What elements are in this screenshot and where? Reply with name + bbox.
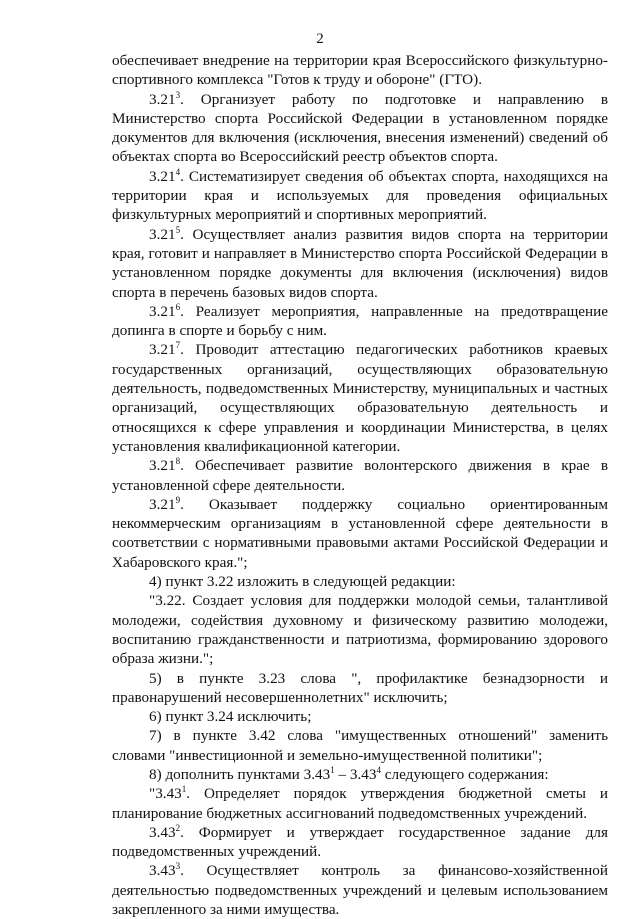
paragraph-text: – 3.43 — [334, 765, 377, 783]
paragraph-p10 — [112, 669, 608, 708]
paragraph-text: 8) дополнить пунктами 3.43 — [149, 765, 331, 783]
paragraph-text: 3.21 — [149, 341, 176, 359]
document-body — [112, 51, 608, 919]
superscript: 7 — [175, 340, 181, 351]
paragraph-p5 — [112, 340, 608, 456]
superscript: 4 — [376, 764, 381, 775]
paragraph-text: . Организует работу по подготовке и направлению в Министерство спорта Российской Федерации в установленном порядке документов для включения (исключения, внесения изменений) сведений об объектах спорта во Всероссийский реестр объектов спорта. — [112, 90, 608, 166]
paragraph-p0 — [112, 51, 608, 90]
paragraph-text: 3.21 — [149, 457, 176, 475]
paragraph-text: обеспечивает внедрение на территории края Всероссийского физкультурно-спортивного комплекса "Готов к труду и обороне" (ГТО). — [112, 52, 608, 89]
superscript: 3 — [175, 861, 181, 872]
paragraph-p1 — [112, 90, 608, 167]
paragraph-text: 4) пункт 3.22 изложить в следующей редакции: — [149, 573, 456, 591]
paragraph-p8 — [112, 572, 608, 591]
paragraph-text: . Проводит аттестацию педагогических работников краевых государственных организаций, осуществляющих образовательную деятельность, подведомственных Министерству, муниципальных и частных организаций, осуществляющих образовательную деятельность и относящихся к сфере управления и координации Министерства, в целях установления квалификационной категории. — [112, 341, 608, 455]
paragraph-p11 — [112, 707, 608, 726]
paragraph-text: 3.21 — [149, 90, 176, 108]
superscript: 2 — [175, 822, 181, 833]
superscript: 9 — [175, 494, 181, 505]
paragraph-text: 7) в пункте 3.42 слова "имущественных отношений" заменить словами "инвестиционной и земельно-имущественной политики"; — [112, 727, 608, 764]
paragraph-text: "3.43 — [149, 785, 182, 803]
paragraph-p14 — [112, 784, 608, 823]
paragraph-p4 — [112, 302, 608, 341]
paragraph-text: "3.22. Создает условия для поддержки молодой семьи, талантливой молодежи, содействия духовному и физическому развитию молодежи, воспитанию гражданственности и патриотизма, формированию здорового образа жизни."; — [112, 592, 608, 668]
paragraph-text: . Осуществляет анализ развития видов спорта на территории края, готовит и направляет в Министерство спорта Российской Федерации в установленном порядке документы для включения (исключения) видов спорта в перечень базовых видов спорта. — [112, 225, 608, 301]
paragraph-p12 — [112, 726, 608, 765]
paragraph-text: . Систематизирует сведения об объектах спорта, находящихся на территории края и используемых для проведения официальных физкультурных мероприятий и спортивных мероприятий. — [112, 167, 608, 224]
paragraph-p9 — [112, 591, 608, 668]
paragraph-text: . Формирует и утверждает государственное задание для подведомственных учреждений. — [112, 823, 608, 861]
page-number: 2 — [316, 31, 324, 47]
paragraph-p15 — [112, 823, 608, 862]
paragraph-text: 3.21 — [149, 167, 176, 185]
paragraph-p6 — [112, 456, 608, 495]
paragraph-text: 6) пункт 3.24 исключить; — [149, 708, 312, 726]
paragraph-text: 3.43 — [149, 823, 176, 841]
paragraph-text: 5) в пункте 3.23 слова ", профилактике безнадзорности и правонарушений несовершеннолетних" исключить; — [112, 669, 608, 706]
paragraph-text: 3.21 — [149, 495, 176, 513]
superscript: 1 — [330, 764, 335, 775]
superscript: 8 — [175, 456, 181, 467]
paragraph-text: 3.21 — [149, 225, 176, 243]
superscript: 1 — [181, 784, 187, 795]
paragraph-p7 — [112, 495, 608, 572]
superscript: 5 — [175, 224, 181, 235]
paragraph-text: . Оказывает поддержку социально ориентированным некоммерческим организациям в установленной сфере деятельности в соответствии с нормативными правовыми актами Российской Федерации и Хабаровского края."; — [112, 495, 608, 571]
paragraph-text: . Реализует мероприятия, направленные на предотвращение допинга в спорте и борьбу с ним. — [112, 302, 608, 340]
paragraph-p16 — [112, 861, 608, 919]
superscript: 3 — [175, 89, 181, 100]
paragraph-p3 — [112, 225, 608, 302]
paragraph-p2 — [112, 167, 608, 225]
paragraph-text: . Обеспечивает развитие волонтерского движения в крае в установленной сфере деятельности. — [112, 457, 608, 494]
paragraph-text: 3.43 — [149, 862, 176, 880]
superscript: 6 — [175, 301, 181, 312]
paragraph-text: . Определяет порядок утверждения бюджетной сметы и планирование бюджетных ассигнований подведомственных учреждений. — [112, 785, 608, 822]
paragraph-text: следующего содержания: — [380, 765, 549, 783]
paragraph-text: . Осуществляет контроль за финансово-хозяйственной деятельностью подведомственных учреждений и целевым использованием закрепленного за ними имущества. — [112, 862, 608, 919]
superscript: 4 — [175, 166, 181, 177]
paragraph-p13 — [112, 765, 608, 784]
paragraph-text: 3.21 — [149, 302, 176, 320]
